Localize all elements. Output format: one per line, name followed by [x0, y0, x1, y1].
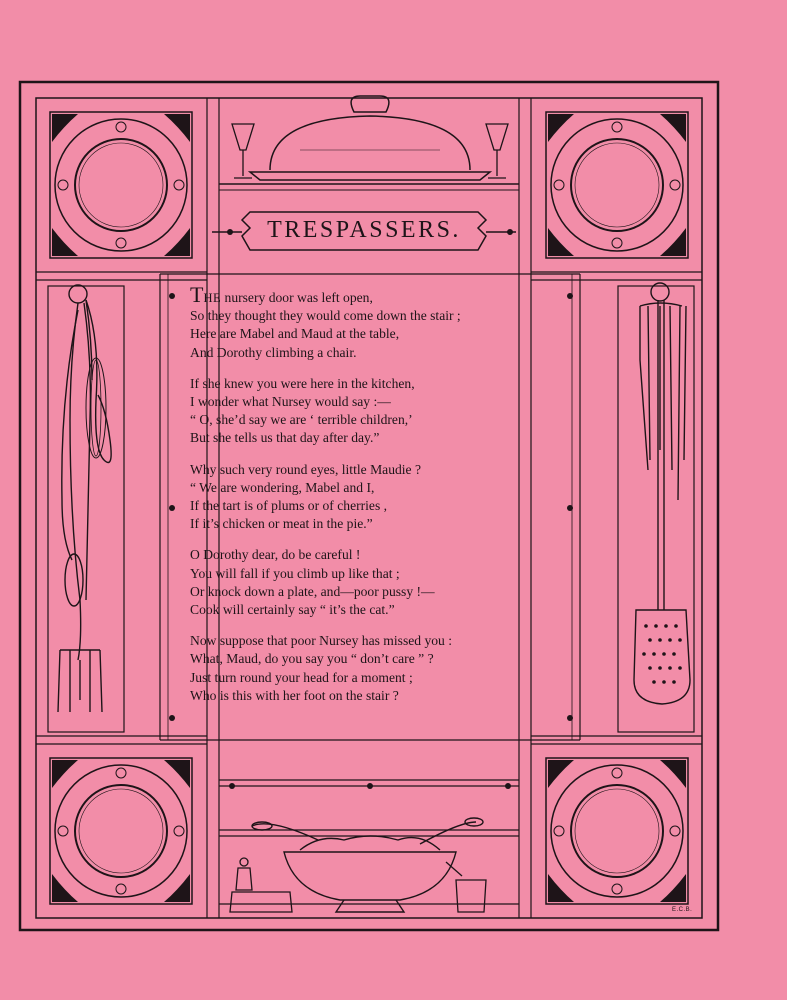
poem-line: Just turn round your head for a moment ;	[190, 669, 413, 685]
poem-line: If it’s chicken or meat in the pie.”	[190, 516, 373, 532]
dish-cover-icon	[250, 96, 490, 180]
poem-line: Cook will certainly say “ it’s the cat.”	[190, 602, 395, 618]
poem-line: Why such very round eyes, little Maudie ?	[190, 461, 422, 477]
poem-line: THE nursery door was left open,	[190, 282, 373, 307]
poem-line: Now suppose that poor Nursey has missed you :	[190, 633, 453, 649]
first-word: HE	[203, 291, 222, 305]
page-title	[248, 210, 480, 250]
plate-top-right-icon	[546, 112, 688, 258]
poem-line: Here are Mabel and Maud at the table,	[190, 326, 400, 342]
poem-line: “ We are wondering, Mabel and I,	[190, 479, 375, 495]
poem-line: If she knew you were here in the kitchen,	[190, 375, 415, 391]
poem-line: Who is this with her foot on the stair ?	[190, 687, 399, 703]
poem-line: O Dorothy dear, do be careful !	[190, 547, 361, 563]
poem-line: Or knock down a plate, and—poor pussy !—	[190, 583, 435, 599]
plate-bottom-right-icon	[546, 758, 688, 904]
skimmer-skewers-icon	[634, 283, 690, 704]
poem-line: “ O, she’d say we are ‘ terrible children,’	[190, 412, 413, 428]
poem-line: I wonder what Nursey would say :—	[190, 394, 391, 410]
plate-bottom-left-icon	[50, 758, 192, 904]
stanza-4	[190, 546, 560, 619]
stanza-1	[190, 282, 560, 362]
poem-line: So they thought they would come down the stair ;	[190, 308, 461, 324]
fruit-bowl-icon	[252, 818, 483, 912]
poem-line: And Dorothy climbing a chair.	[190, 344, 357, 360]
poem-line: What, Maud, do you say you “ don’t care ” ?	[190, 651, 434, 667]
stanza-5	[190, 632, 560, 705]
poem-line: You will fall if you climb up like that ;	[190, 565, 400, 581]
title-text: TRESPASSERS.	[267, 216, 461, 243]
artist-signature: E.C.B.	[672, 907, 693, 913]
whisk-spoon-fork-icon	[58, 285, 111, 712]
stanza-3	[190, 461, 560, 534]
stanza-2	[190, 375, 560, 448]
poem-line: But she tells us that day after day.”	[190, 430, 380, 446]
poem	[190, 282, 560, 718]
drop-cap: T	[190, 282, 204, 307]
poem-line: If the tart is of plums or of cherries ,	[190, 498, 388, 514]
plate-top-left-icon	[50, 112, 192, 258]
